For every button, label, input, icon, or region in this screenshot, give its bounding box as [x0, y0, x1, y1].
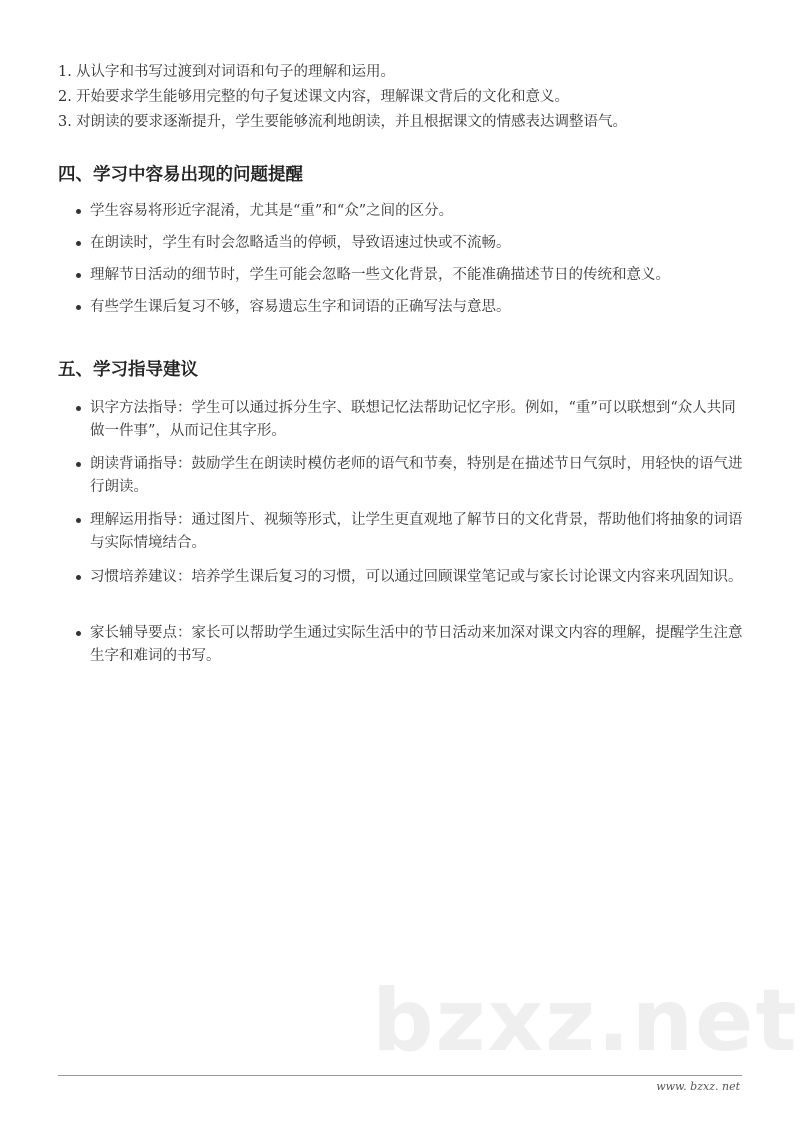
item-number: 2. [58, 89, 72, 105]
bullet-icon [76, 575, 81, 580]
item-text: 在朗读时，学生有时会忽略适当的停顿，导致语速过快或不流畅。 [90, 235, 511, 251]
section-heading: 五、学习指导建议 [58, 360, 198, 380]
item-text: 理解运用指导：通过图片、视频等形式，让学生更直观地了解节日的文化背景，帮助他们将抽象的词语与实际情境结合。 [90, 512, 743, 551]
item-text: 学生容易将形近字混淆，尤其是“重”和“众”之间的区分。 [90, 203, 454, 219]
bullet-item [76, 200, 748, 223]
numbered-item [58, 110, 627, 135]
item-text: 开始要求学生能够用完整的句子复述课文内容，理解课文背后的文化和意义。 [76, 89, 569, 105]
bullet-item [76, 622, 748, 668]
bullet-item [76, 453, 748, 499]
bullet-icon [76, 241, 81, 246]
item-text: 朗读背诵指导：鼓励学生在朗读时模仿老师的语气和节奏，特别是在描述节日气氛时，用轻快的语气进行朗读。 [90, 456, 743, 495]
bullet-icon [76, 406, 81, 411]
item-text: 习惯培养建议：培养学生课后复习的习惯，可以通过回顾课堂笔记或与家长讨论课文内容来巩固知识。 [90, 569, 743, 585]
item-text: 有些学生课后复习不够，容易遗忘生字和词语的正确写法与意思。 [90, 299, 511, 315]
item-number: 3. [58, 114, 72, 130]
footer-url: www. bzxz. net [656, 1080, 740, 1093]
item-number: 1. [58, 64, 72, 80]
watermark: bzxz.net [372, 971, 799, 1071]
item-text: 理解节日活动的细节时，学生可能会忽略一些文化背景，不能准确描述节日的传统和意义。 [90, 267, 670, 283]
bullet-item [76, 232, 748, 255]
numbered-item [58, 85, 569, 110]
bullet-item [76, 509, 748, 555]
bullet-icon [76, 273, 81, 278]
bullet-item [76, 566, 748, 589]
numbered-item [58, 60, 395, 85]
footer-divider [58, 1075, 742, 1076]
item-text: 识字方法指导：学生可以通过拆分生字、联想记忆法帮助记忆字形。例如，“重”可以联想到“众人共同做一件事”，从而记住其字形。 [90, 400, 736, 439]
bullet-icon [76, 631, 81, 636]
bullet-icon [76, 305, 81, 310]
item-text: 家长辅导要点：家长可以帮助学生通过实际生活中的节日活动来加深对课文内容的理解，提醒学生注意生字和难词的书写。 [90, 625, 743, 664]
bullet-item [76, 296, 748, 319]
bullet-icon [76, 518, 81, 523]
bullet-item [76, 397, 748, 443]
item-text: 从认字和书写过渡到对词语和句子的理解和运用。 [76, 64, 395, 80]
bullet-icon [76, 462, 81, 467]
bullet-item [76, 264, 748, 287]
item-text: 对朗读的要求逐渐提升，学生要能够流利地朗读，并且根据课文的情感表达调整语气。 [76, 114, 627, 130]
bullet-icon [76, 209, 81, 214]
section-heading: 四、学习中容易出现的问题提醒 [58, 165, 303, 185]
